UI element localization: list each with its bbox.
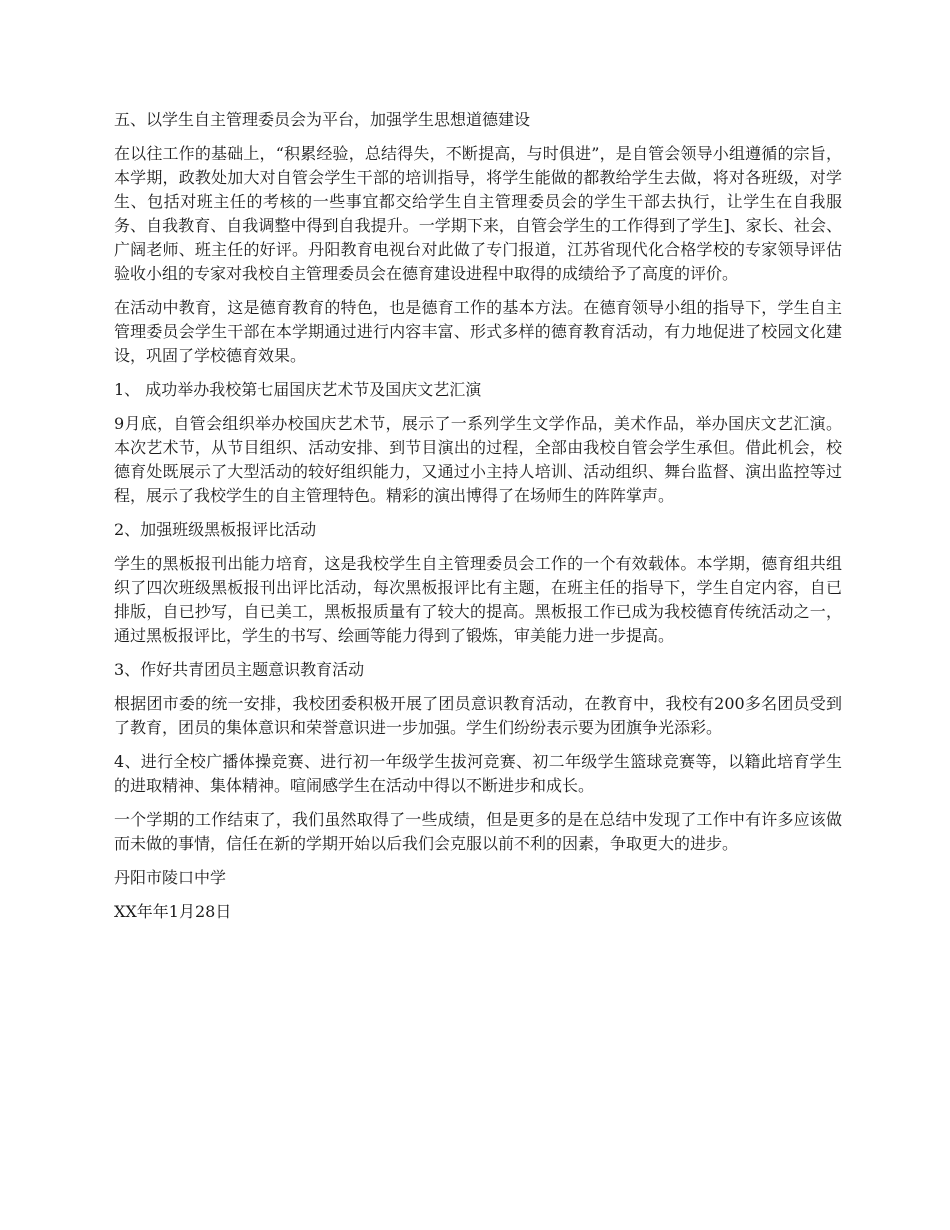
item-1-body: 9月底，自管会组织举办校国庆艺术节，展示了一系列学生文学作品，美术作品，举办国庆文艺汇演。本次艺术节，从节目组织、活动安排、到节目演出的过程，全部由我校自管会学生承但。借此机会，校德育处既展示了大型活动的较好组织能力，又通过小主持人培训、活动组织、舞台监督、演出监控等过程，展示了我校学生的自主管理特色。精彩的演出博得了在场师生的阵阵掌声。 <box>114 414 842 505</box>
paragraph-activity-education: 在活动中教育，这是德育教育的特色，也是德育工作的基本方法。在德育领导小组的指导下，学生自主管理委员会学生干部在本学期通过进行内容丰富、形式多样的德育教育活动，有力地促进了校园文化建设，巩固了学校德育效果。 <box>114 298 842 365</box>
item-1-title: 1、 成功举办我校第七届国庆艺术节及国庆文艺汇演 <box>114 380 482 399</box>
closing-paragraph: 一个学期的工作结束了，我们虽然取得了一些成绩，但是更多的是在总结中发现了工作中有许多应该做而未做的事情，信任在新的学期开始以后我们会克服以前不利的因素，争取更大的进步。 <box>114 810 842 853</box>
item-4-body: 4、进行全校广播体操竞赛、进行初一年级学生拔河竞赛、初二年级学生篮球竞赛等，以籍此培育学生的进取精神、集体精神。喧闹感学生在活动中得以不断进步和成长。 <box>114 752 842 795</box>
item-3-body: 根据团市委的统一安排，我校团委积极开展了团员意识教育活动，在教育中，我校有200多名团员受到了教育，团员的集体意识和荣誉意识进一步加强。学生们纷纷表示要为团旗争光添彩。 <box>114 694 842 737</box>
item-2-title: 2、加强班级黑板报评比活动 <box>114 520 317 539</box>
section-five-title: 五、以学生自主管理委员会为平台，加强学生思想道德建设 <box>114 110 531 129</box>
signature-date: XX年年1月28日 <box>114 902 232 921</box>
paragraph-self-management: 在以往工作的基础上，“积累经验，总结得失，不断提高，与时俱进”，是自管会领导小组遵循的宗旨，本学期，政教处加大对自管会学生干部的培训指导，将学生能做的都教给学生去做，将对各班级，对学生、包括对班主任的考核的一些事宜都交给学生自主管理委员会的学生干部去执行，让学生在自我服务、自我教育、自我调整中得到自我提升。一学期下来，自管会学生的工作得到了学生]、家长、社会、广阔老师、班主任的好评。丹阳教育电视台对此做了专门报道，江苏省现代化合格学校的专家领导评估验收小组的专家对我校自主管理委员会在德育建设进程中取得的成绩给予了高度的评价。 <box>114 144 842 283</box>
document-page <box>114 108 842 934</box>
signature-school: 丹阳市陵口中学 <box>114 868 227 887</box>
item-2-body: 学生的黑板报刊出能力培育，这是我校学生自主管理委员会工作的一个有效载体。本学期，德育组共组织了四次班级黑板报刊出评比活动，每次黑板报评比有主题，在班主任的指导下，学生自定内容，自已排版，自已抄写，自已美工，黑板报质量有了较大的提高。黑板报工作已成为我校德育传统活动之一，通过黑板报评比，学生的书写、绘画等能力得到了锻炼，审美能力进一步提高。 <box>114 554 842 645</box>
item-3-title: 3、作好共青团员主题意识教育活动 <box>114 660 365 679</box>
